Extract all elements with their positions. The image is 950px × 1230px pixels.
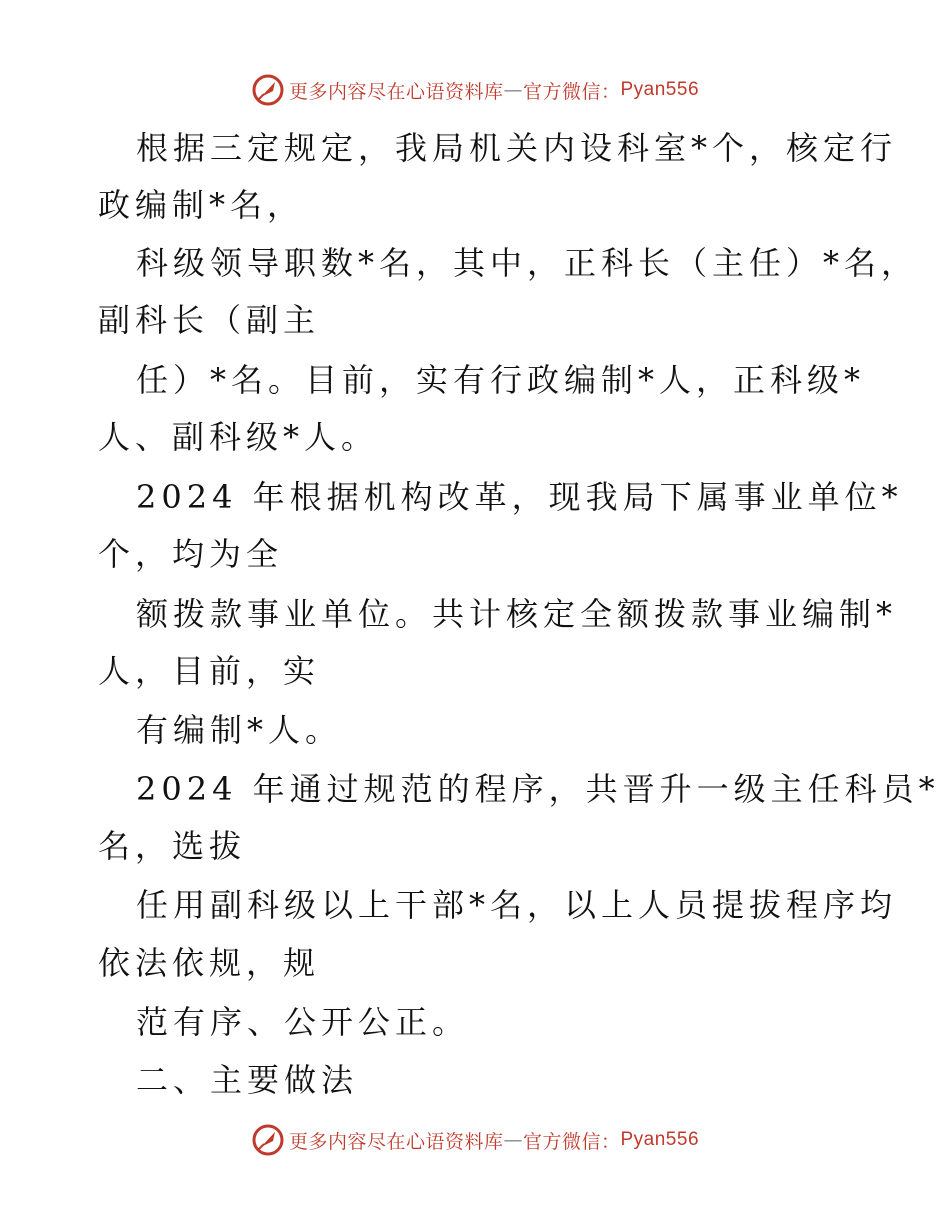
watermark-wechat-label: 官方微信： bbox=[522, 80, 621, 103]
watermark-separator: — bbox=[503, 79, 523, 101]
text-line: 有编制*人。 bbox=[136, 711, 343, 749]
text-line: 2024 年通过规范的程序，共晋升一级主任科员* bbox=[136, 770, 940, 808]
watermark-header bbox=[0, 70, 950, 110]
text-line: 名，选拔 bbox=[98, 827, 247, 865]
feather-circle-logo-icon bbox=[251, 1123, 285, 1157]
watermark-footer bbox=[0, 1120, 950, 1160]
watermark-site-text: 更多内容尽在心语资料库 bbox=[288, 80, 504, 103]
watermark-site-text: 更多内容尽在心语资料库 bbox=[288, 1130, 504, 1153]
section-heading: 二、主要做法 bbox=[136, 1061, 359, 1099]
feather-circle-logo-icon bbox=[251, 73, 285, 107]
text-line: 人，目前，实 bbox=[98, 652, 321, 690]
text-line: 科级领导职数*名，其中，正科长（主任）*名， bbox=[136, 244, 919, 282]
text-line: 任）*名。目前，实有行政编制*人，正科级* bbox=[136, 361, 866, 399]
text-line: 人、副科级*人。 bbox=[98, 418, 379, 456]
text-line: 个，均为全 bbox=[98, 535, 284, 573]
text-line: 任用副科级以上干部*名，以上人员提拔程序均 bbox=[136, 886, 898, 924]
text-line: 额拨款事业单位。共计核定全额拨款事业编制* bbox=[136, 595, 898, 633]
text-line: 范有序、公开公正。 bbox=[136, 1003, 470, 1041]
watermark-wechat-label: 官方微信： bbox=[522, 1130, 621, 1153]
watermark-separator: — bbox=[503, 1129, 523, 1151]
watermark-wechat-id: Pyan556 bbox=[620, 1129, 700, 1150]
text-line: 根据三定规定，我局机关内设科室*个，核定行 bbox=[136, 129, 898, 167]
text-line: 依法依规，规 bbox=[98, 944, 321, 982]
text-line: 2024 年根据机构改革，现我局下属事业单位* bbox=[136, 478, 903, 516]
watermark-wechat-id: Pyan556 bbox=[620, 79, 700, 100]
text-line: 副科长（副主 bbox=[98, 301, 321, 339]
text-line: 政编制*名， bbox=[98, 186, 305, 224]
